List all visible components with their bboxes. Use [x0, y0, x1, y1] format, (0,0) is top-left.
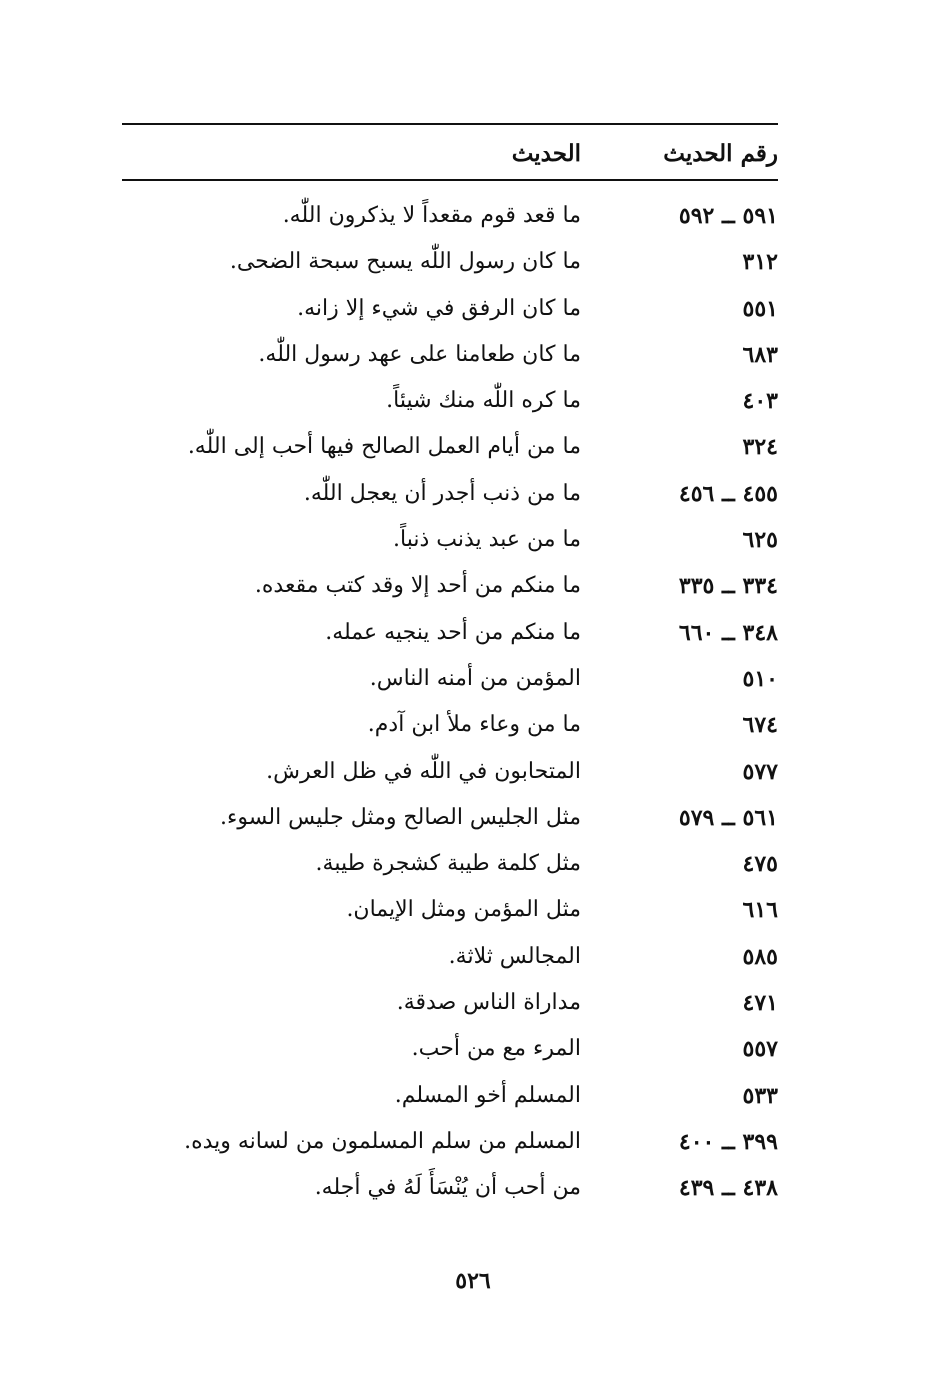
hadith-number: ٤٠٣: [742, 388, 778, 415]
hadith-number: ٤٥٥ ــ ٤٥٦: [678, 480, 778, 507]
hadith-number: ٦٧٤: [742, 712, 778, 739]
hadith-number: ٣٤٨ ــ ٦٦٠: [678, 619, 778, 646]
hadith-text: ما كان طعامنا على عهد رسول اللّٰه.: [258, 341, 581, 367]
hadith-number: ٣٩٩ ــ ٤٠٠: [678, 1128, 778, 1155]
hadith-text: المرء مع من أحب.: [411, 1036, 581, 1062]
index-row: [138, 666, 778, 712]
hadith-text: ما منكم من أحد إلا وقد كتب مقعده.: [254, 573, 581, 599]
index-row: [138, 1083, 778, 1129]
hadith-number: ٣٢٤: [742, 434, 778, 461]
hadith-text: المؤمن من أمنه الناس.: [369, 665, 581, 691]
index-row: [138, 1036, 778, 1082]
hadith-text: ما من أيام العمل الصالح فيها أحب إلى اللّٰه.: [187, 434, 581, 460]
hadith-text: مثل الجليس الصالح ومثل جليس السوء.: [220, 804, 581, 830]
hadith-text: ما من وعاء ملأ ابن آدم.: [367, 712, 581, 738]
hadith-number: ٤٣٨ ــ ٤٣٩: [678, 1175, 778, 1202]
index-row: [138, 805, 778, 851]
hadith-number: ٣٣٤ ــ ٣٣٥: [678, 573, 778, 600]
hadith-number: ٣١٢: [742, 249, 778, 276]
hadith-number: ٤٧٥: [742, 851, 778, 878]
hadith-text: المسلم أخو المسلم.: [394, 1082, 581, 1108]
hadith-number: ٦١٦: [742, 897, 778, 924]
index-row: [138, 1129, 778, 1175]
hadith-number: ٥٥٧: [742, 1036, 778, 1063]
hadith-text: المسلم من سلم المسلمون من لسانه ويده.: [184, 1128, 581, 1154]
hadith-text: ما كره اللّٰه منك شيئاً.: [386, 388, 581, 414]
hadith-text: المتحابون في اللّٰه في ظل العرش.: [266, 758, 581, 784]
hadith-text: مثل كلمة طيبة كشجرة طيبة.: [315, 851, 581, 877]
hadith-number: ٥٧٧: [742, 758, 778, 785]
header-top-rule: [122, 123, 778, 125]
hadith-text: ما من ذنب أجدر أن يعجل اللّٰه.: [303, 480, 581, 506]
index-row: [138, 388, 778, 434]
index-row: [138, 620, 778, 666]
hadith-text: ما قعد قوم مقعداً لا يذكرون اللّٰه.: [282, 203, 581, 228]
index-row: [138, 1175, 778, 1221]
index-row: [138, 851, 778, 897]
index-row: [138, 990, 778, 1036]
index-row: [138, 203, 778, 249]
hadith-number: ٦٨٣: [742, 341, 778, 368]
header-bottom-rule: [122, 179, 778, 181]
hadith-text: ما منكم من أحد ينجيه عمله.: [325, 619, 581, 645]
hadith-text: ما كان رسول اللّٰه يسبح سبحة الضحى.: [229, 249, 581, 275]
hadith-text: المجالس ثلاثة.: [448, 943, 581, 969]
page-number: ٥٢٦: [455, 1268, 491, 1294]
hadith-text: مثل المؤمن ومثل الإيمان.: [346, 897, 581, 923]
hadith-number: ٥٨٥: [742, 943, 778, 970]
column-header-hadith-text: الحديث: [511, 140, 581, 167]
hadith-number: ٦٢٥: [742, 527, 778, 554]
hadith-text: ما كان الرفق في شيء إلا زانه.: [297, 295, 581, 321]
index-row: [138, 712, 778, 758]
hadith-number: ٥٥١: [742, 295, 778, 322]
index-row: [138, 481, 778, 527]
hadith-number: ٥٩١ ــ ٥٩٢: [678, 203, 778, 229]
index-row: [138, 573, 778, 619]
index-row: [138, 897, 778, 943]
column-header-hadith-number: رقم الحديث: [663, 140, 778, 167]
hadith-number: ٥٣٣: [742, 1082, 778, 1109]
index-row: [138, 296, 778, 342]
hadith-text: من أحب أن يُنْسَأَ لَهُ في أجله.: [314, 1175, 581, 1201]
index-row: [138, 434, 778, 480]
hadith-index-list: [138, 203, 778, 1222]
index-row: [138, 759, 778, 805]
hadith-text: ما من عبد يذنب ذنباً.: [393, 527, 581, 553]
index-row: [138, 249, 778, 295]
index-row: [138, 342, 778, 388]
hadith-text: مداراة الناس صدقة.: [396, 990, 581, 1016]
hadith-number: ٤٧١: [742, 990, 778, 1017]
index-row: [138, 527, 778, 573]
index-row: [138, 944, 778, 990]
hadith-number: ٥٦١ ــ ٥٧٩: [678, 804, 778, 831]
hadith-number: ٥١٠: [742, 665, 778, 692]
